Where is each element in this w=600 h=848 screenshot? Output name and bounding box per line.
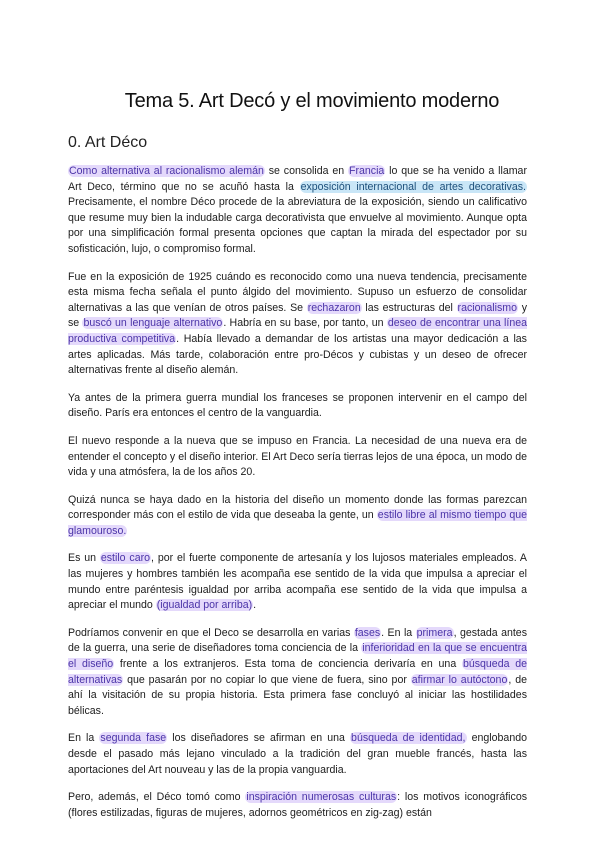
paragraph bbox=[68, 270, 527, 379]
highlighted-text: rechazaron bbox=[307, 301, 361, 314]
text-run: Fue en la exposición de 1925 cuándo es reconocido como una nueva tendencia, precisamente esta misma fecha señala el punto álgido del movimiento. Supuso un esfuerzo de consolidar alternativas a las que venían de otros países. Se bbox=[68, 270, 527, 314]
highlighted-text: búsqueda de identidad, bbox=[351, 732, 466, 745]
paragraph bbox=[68, 164, 527, 258]
highlighted-text: exposición internacional de artes decorativas. bbox=[300, 180, 526, 193]
highlighted-text: Como alternativa al racionalismo alemán bbox=[69, 165, 264, 177]
text-run: , de ahí la visitación de su propia historia. Esta primera fase concluyó al iniciar las hostilidades bélicas. bbox=[68, 673, 527, 717]
text-run: . bbox=[253, 599, 257, 612]
text-run: , gestada antes de la guerra, una serie de diseñadores toma conciencia de la bbox=[68, 626, 527, 655]
text-run: y se bbox=[68, 301, 527, 330]
text-run: Es un bbox=[68, 552, 100, 565]
highlighted-text: inspiración numerosas culturas bbox=[246, 791, 397, 804]
text-run: los diseñadores se afirman en una bbox=[167, 732, 351, 745]
text-run: se consolida en bbox=[264, 165, 348, 177]
paragraph bbox=[68, 790, 527, 821]
highlighted-text: Francia bbox=[348, 165, 385, 177]
document-title bbox=[0, 90, 600, 113]
paragraph bbox=[68, 626, 527, 720]
paragraph bbox=[68, 493, 527, 540]
text-run: , por el fuerte componente de artesanía y los lujosos materiales empleados. A las mujeres y hombres también les acompaña ese sentido de la vida que impulsa a apreciar el mundo entre paréntesis igualdad por arriba acompaña ese sentido de la vida que impulsa a apreciar el mundo bbox=[68, 552, 527, 612]
paragraph bbox=[68, 551, 527, 613]
text-run: . En la bbox=[381, 626, 416, 639]
highlighted-text: segunda fase bbox=[100, 732, 167, 745]
text-run: Ya antes de la primera guerra mundial los franceses se proponen intervenir en el campo del diseño. París era entonces el centro de la vanguardia. bbox=[68, 391, 527, 420]
document-body bbox=[68, 164, 527, 833]
text-run: Podríamos convenir en que el Deco se desarrolla en varias bbox=[68, 626, 354, 639]
text-run: lo que se ha venido a llamar Art Deco, término que no se acuñó hasta la bbox=[68, 165, 527, 193]
text-run: En la bbox=[68, 732, 100, 745]
paragraph bbox=[68, 731, 527, 778]
highlighted-text: estilo caro bbox=[100, 552, 151, 565]
highlighted-text: (igualdad por arriba) bbox=[156, 599, 253, 612]
highlighted-text: buscó un lenguaje alternativo bbox=[83, 317, 223, 330]
text-run: . Había llevado a demandar de los artistas una mayor dedicación a las artes aplicadas. Más tarde, colaboración entre pro-Décos y cubistas y un deseo de ofrecer alternativas frente al diseño alemán. bbox=[68, 332, 527, 377]
highlighted-text: búsqueda de alternativas bbox=[68, 658, 527, 686]
text-run: : los motivos iconográficos (flores estilizadas, figuras de mujeres, adornos geométricos en zig-zag) están bbox=[68, 791, 528, 819]
highlighted-text: racionalismo bbox=[457, 301, 518, 314]
text-run: las estructuras del bbox=[361, 301, 457, 314]
paragraph bbox=[68, 391, 527, 422]
text-run: Quizá nunca se haya dado en la historia del diseño un momento donde las formas parezcan corresponder más con el estilo de vida que deseaba la gente, un bbox=[68, 493, 527, 522]
highlighted-text: fases bbox=[354, 626, 381, 639]
highlighted-text: primera bbox=[416, 626, 453, 639]
highlighted-text: inferioridad en la que se encuentra el diseño bbox=[68, 642, 527, 671]
highlighted-text: deseo de encontrar una línea productiva competitiva bbox=[68, 317, 528, 345]
title-text: Tema 5. Art Decó y el movimiento moderno bbox=[124, 90, 500, 112]
text-run: Precisamente, el nombre Déco procede de la abreviatura de la exposición, siendo un calificativo que resume muy bien la indudable carga decorativista que envuelve al movimiento. Aunque opta por una simplificación formal presenta opciones que captan la mirada del espectador por su sofisticación, lujo, o compromiso formal. bbox=[68, 196, 527, 255]
text-run: englobando desde el pasado más lejano vinculado a la tradición del gran mueble francés, hasta las aportaciones del Art nouveau y las de la propia vanguardia. bbox=[68, 732, 527, 776]
text-run: Pero, además, el Déco tomó como bbox=[68, 791, 246, 804]
text-run: que pasarán por no copiar lo que viene de fuera, sino por bbox=[123, 673, 411, 686]
highlighted-text: estilo libre al mismo tiempo que glamouroso. bbox=[68, 509, 527, 537]
text-run: El nuevo responde a la nueva que se impuso en Francia. La necesidad de una nueva era de entender el concepto y el diseño interior. El Art Deco sería tierras lejos de una época, un modo de vida y una atmósfera, la de los años 20. bbox=[68, 434, 527, 479]
text-run: frente a los extranjeros. Esta toma de conciencia derivaría en una bbox=[114, 658, 462, 671]
paragraph bbox=[68, 434, 527, 481]
section-heading: 0. Art Déco bbox=[68, 134, 148, 151]
text-run: . Habría en su base, por tanto, un bbox=[223, 317, 387, 330]
highlighted-text: afirmar lo autóctono bbox=[411, 673, 508, 686]
